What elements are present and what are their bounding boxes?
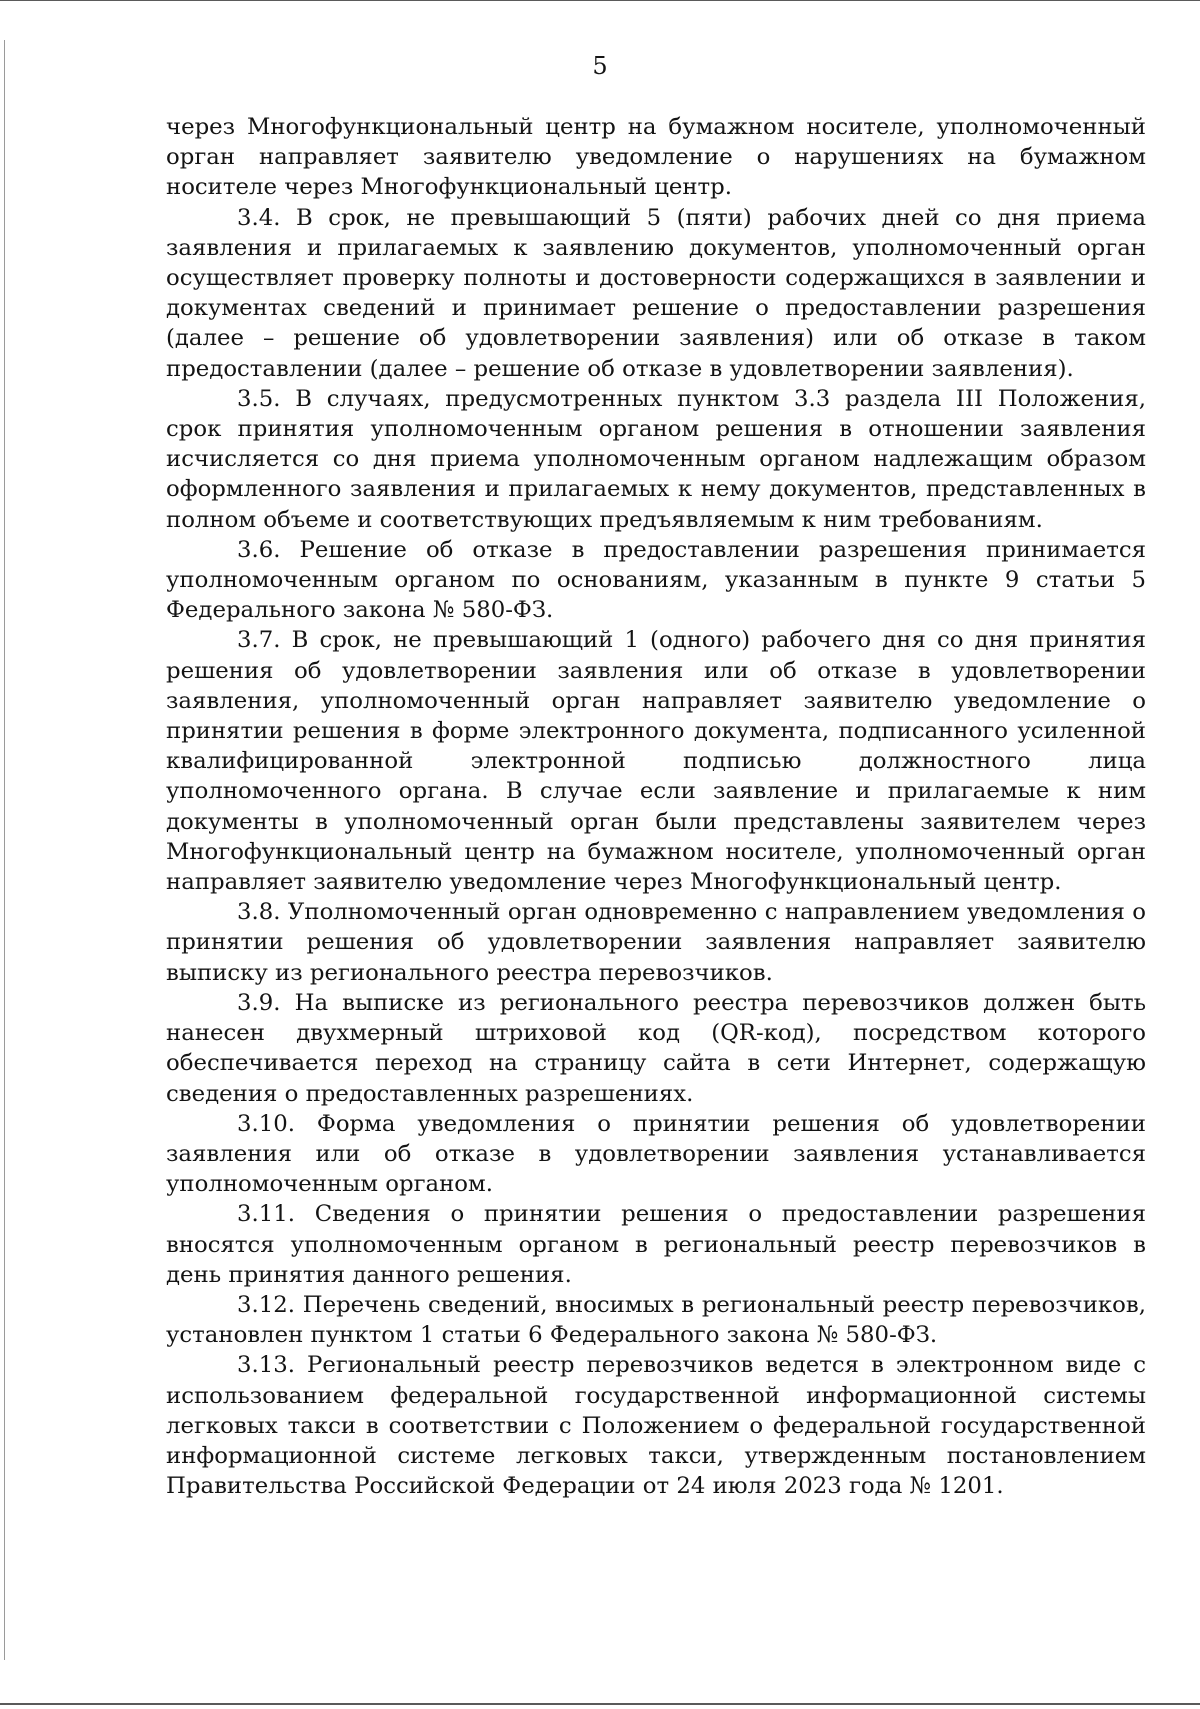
paragraph-continuation: через Многофункциональный центр на бумажном носителе, уполномоченный орган направляет заявителю уведомление о нарушениях на бумажном носителе через Многофункциональный центр. (166, 114, 1146, 201)
paragraph-3-10: 3.10. Форма уведомления о принятии решения об удовлетворении заявления или об отказе в удовлетворении заявления устанавливается уполномоченным органом. (166, 1110, 1146, 1198)
page-number: 5 (592, 52, 608, 80)
paragraph-3-8: 3.8. Уполномоченный орган одновременно с направлением уведомления о принятии решения об удовлетворении заявления направляет заявителю выписку из регионального реестра перевозчиков. (166, 899, 1146, 986)
paragraph-3-9: 3.9. На выписке из регионального реестра перевозчиков должен быть нанесен двухмерный штриховой код (QR-код), посредством которого обеспечивается переход на страницу сайта в сети Интернет, содержащую сведения о предоставленных разрешениях. (166, 989, 1146, 1107)
paragraph-3-6: 3.6. Решение об отказе в предоставлении разрешения принимается уполномоченным органом по основаниям, указанным в пункте 9 статьи 5 Федерального закона № 580-ФЗ. (166, 536, 1146, 624)
paragraph-3-12: 3.12. Перечень сведений, вносимых в региональный реестр перевозчиков, установлен пунктом 1 статьи 6 Федерального закона № 580-ФЗ. (166, 1291, 1146, 1349)
bottom-scan-edge (0, 1703, 1200, 1705)
paragraph-3-4: 3.4. В срок, не превышающий 5 (пяти) рабочих дней со дня приема заявления и прилагаемых к заявлению документов, уполномоченный орган осуществляет проверку полноты и достоверности содержащихся в заявлении и документах сведений и принимает решение о предоставлении разрешения (далее – решение об удовлетворении заявления) или об отказе в таком предоставлении (далее – решение об отказе в удовлетворении заявления). (166, 204, 1146, 382)
document-body (166, 112, 1146, 1501)
paragraph-3-5: 3.5. В случаях, предусмотренных пунктом 3.3 раздела III Положения, срок принятия уполномоченным органом решения в отношении заявления исчисляется со дня приема уполномоченным органом надлежащим образом оформленного заявления и прилагаемых к нему документов, представленных в полном объеме и соответствующих предъявляемым к ним требованиям. (166, 385, 1146, 533)
paragraph-3-11: 3.11. Сведения о принятии решения о предоставлении разрешения вносятся уполномоченным органом в региональный реестр перевозчиков в день принятия данного решения. (166, 1201, 1146, 1288)
paragraph-3-7: 3.7. В срок, не превышающий 1 (одного) рабочего дня со дня принятия решения об удовлетворении заявления или об отказе в удовлетворении заявления, уполномоченный орган направляет заявителю уведомление о принятии решения в форме электронного документа, подписанного усиленной квалифицированной электронной подписью должностного лица уполномоченного органа. В случае если заявление и прилагаемые к ним документы в уполномоченный орган были представлены заявителем через Многофункциональный центр на бумажном носителе, уполномоченный орган направляет заявителю уведомление через Многофункциональный центр. (166, 627, 1146, 896)
left-scan-edge (4, 40, 5, 1660)
top-scan-edge (0, 0, 1200, 1)
paragraph-3-13: 3.13. Региональный реестр перевозчиков ведется в электронном виде с использованием федеральной государственной информационной системы легковых такси в соответствии с Положением о федеральной государственной информационной системе легковых такси, утвержденным постановлением Правительства Российской Федерации от 24 июля 2023 года № 1201. (166, 1352, 1146, 1500)
